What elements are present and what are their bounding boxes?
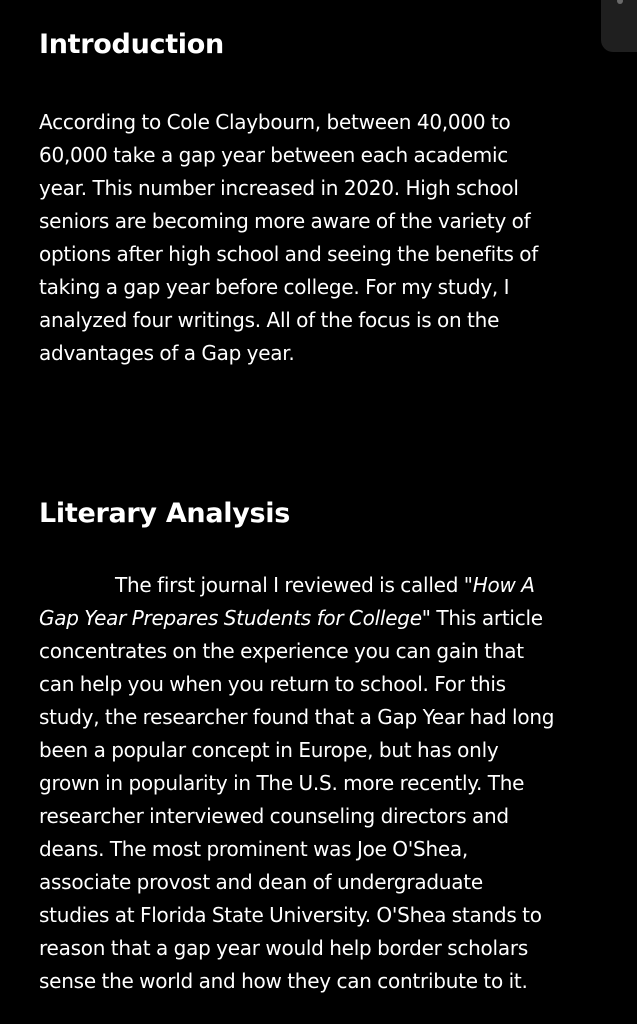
introduction-paragraph — [39, 106, 538, 370]
paragraph-line: grown in popularity in The U.S. more recently. The — [39, 771, 525, 795]
paragraph-line: reason that a gap year would help border scholars — [39, 936, 528, 960]
paragraph-line — [39, 602, 554, 635]
paragraph-line: researcher interviewed counseling directors and — [39, 804, 509, 828]
paragraph-line: sense the world and how they can contribute to it. — [39, 969, 528, 993]
paragraph-line: associate provost and dean of undergraduate — [39, 870, 483, 894]
introduction-heading: Introduction — [39, 29, 224, 60]
paragraph-line: concentrates on the experience you can gain that — [39, 639, 524, 663]
paragraph-line: seniors are becoming more aware of the variety of — [39, 209, 531, 233]
paragraph-line: taking a gap year before college. For my study, I — [39, 275, 510, 299]
paragraph-line: been a popular concept in Europe, but has only — [39, 738, 499, 762]
literary-analysis-paragraph — [39, 569, 554, 998]
paragraph-line: According to Cole Claybourn, between 40,000 to — [39, 110, 511, 134]
paragraph-line: year. This number increased in 2020. High school — [39, 176, 519, 200]
paragraph-line: studies at Florida State University. O'Shea stands to — [39, 903, 542, 927]
paragraph-line: analyzed four writings. All of the focus is on the — [39, 308, 500, 332]
journal-title: Gap Year Prepares Students for College" — [39, 606, 431, 630]
paragraph-line: options after high school and seeing the benefits of — [39, 242, 539, 266]
paragraph-text: The first journal I reviewed is called — [115, 573, 464, 597]
literary-analysis-heading: Literary Analysis — [39, 498, 291, 529]
scroll-handle[interactable] — [601, 0, 637, 52]
paragraph-line: advantages of a Gap year. — [39, 341, 295, 365]
paragraph-line: study, the researcher found that a Gap Year had long — [39, 705, 555, 729]
paragraph-line: deans. The most prominent was Joe O'Shea, — [39, 837, 469, 861]
paragraph-text: This article — [430, 606, 543, 630]
paragraph-line — [39, 569, 554, 602]
journal-title: "How A — [463, 573, 535, 597]
paragraph-line: can help you when you return to school. For this — [39, 672, 506, 696]
paragraph-line: 60,000 take a gap year between each academic — [39, 143, 509, 167]
